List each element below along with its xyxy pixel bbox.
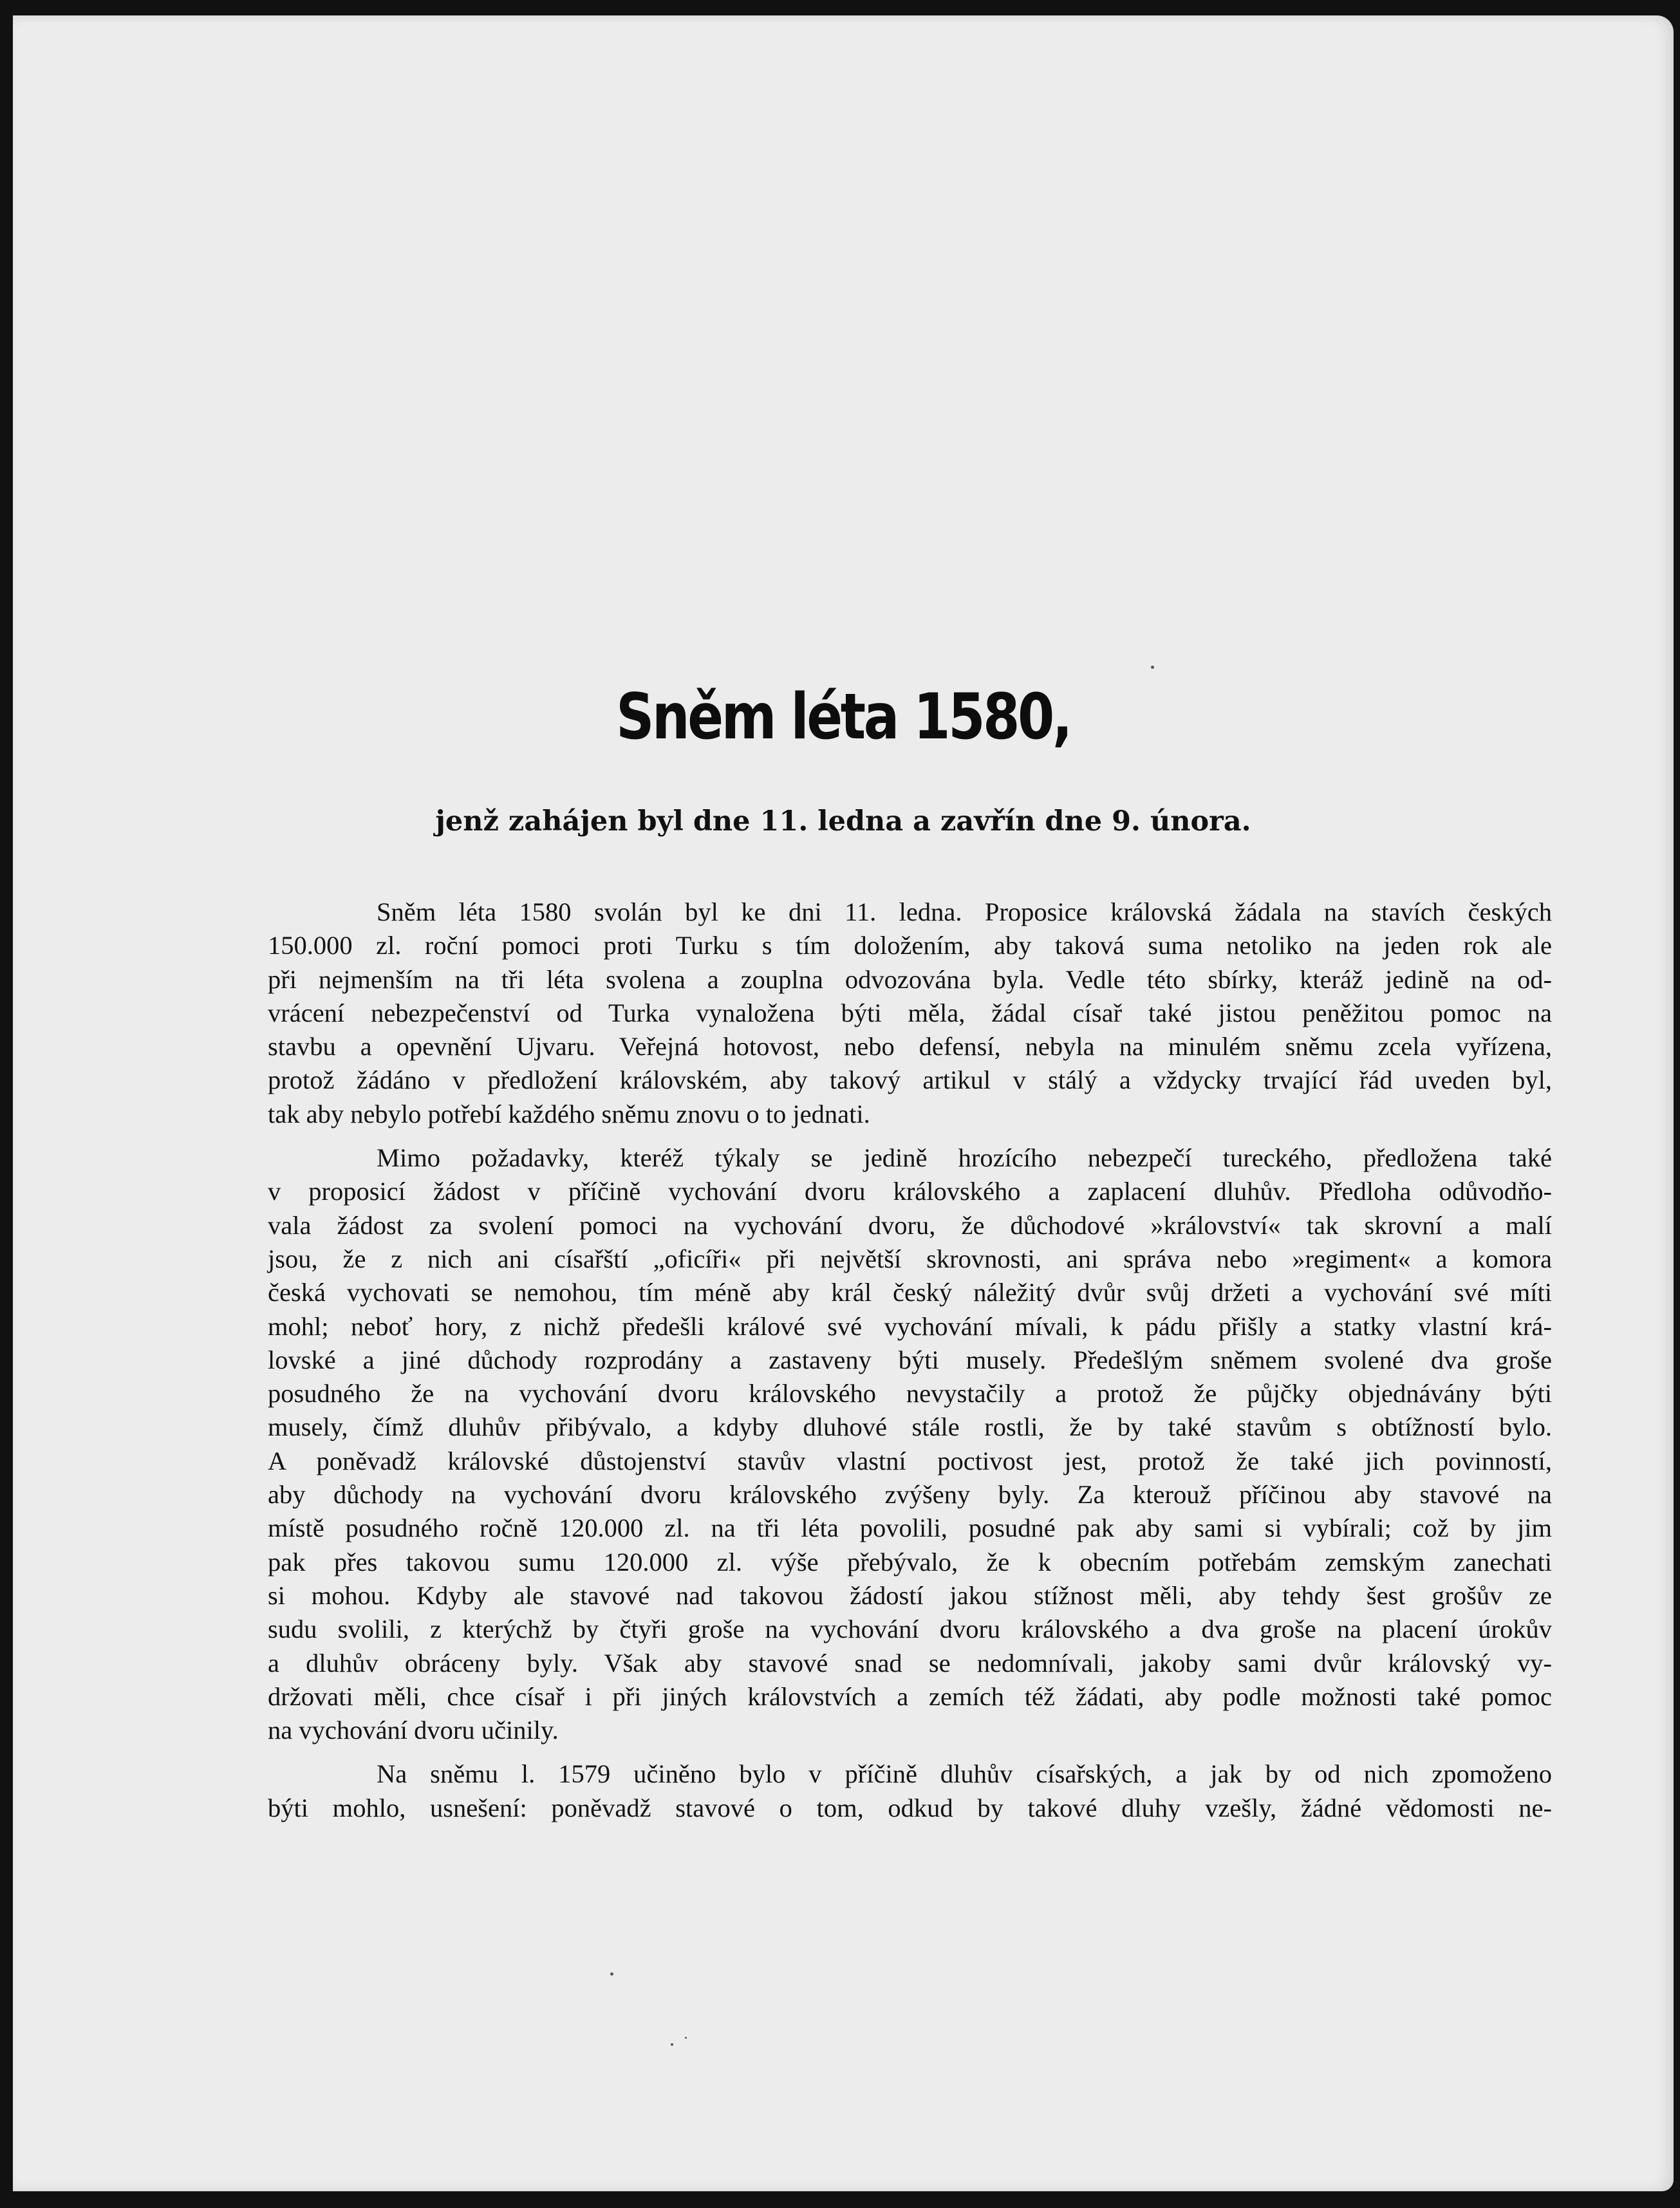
text-line: místě posudného ročně 120.000 zl. na tři léta povolili, posudné pak aby sami si vybírali; což by jim [268, 1513, 1552, 1543]
scan-speck [671, 2043, 673, 2046]
paragraph-1 [268, 895, 1552, 1131]
text-line: musely, čímž dluhův přibývalo, a kdyby dluhové stále rostli, že by také stavům s obtížností bylo. [268, 1412, 1552, 1442]
page-title: Sněm léta 1580, [616, 680, 1070, 754]
text-line: lovské a jiné důchody rozprodány a zastaveny býti musely. Předešlým sněmem svolené dva groše [268, 1345, 1552, 1374]
text-line: protož žádáno v předložení královském, aby takový artikul v stálý a vždycky trvající řád uveden byl, [268, 1065, 1552, 1095]
text-line: mohl; neboť hory, z nichž předešli králové své vychování mívali, k pádu přišly a statky vlastní krá- [268, 1311, 1552, 1341]
text-line: vala žádost za svolení pomoci na vychování dvoru, že důchodové »království« tak skrovní a malí [268, 1210, 1552, 1240]
paragraph-2 [268, 1141, 1552, 1747]
text-line: stavbu a opevnění Ujvaru. Veřejná hotovost, nebo defensí, nebyla na minulém sněmu zcela vyřízena, [268, 1032, 1552, 1062]
text-line: 150.000 zl. roční pomoci proti Turku s tím doložením, aby taková suma netoliko na jeden rok ale [268, 931, 1552, 960]
page-subtitle: jenž zahájen byl dne 11. ledna a zavřín dne 9. února. [435, 805, 1251, 837]
text-line: A poněvadž královské důstojenství stavův vlastní poctivost jest, protož že také jich povinností, [268, 1446, 1552, 1475]
text-line: a dluhův obráceny byly. Však aby stavové snad se nedomnívali, jakoby sami dvůr královský vy- [268, 1648, 1552, 1678]
text-line: si mohou. Kdyby ale stavové nad takovou žádostí jakou stížnost měli, aby tehdy šest grošův ze [268, 1580, 1552, 1610]
text-line: při nejmenším na tři léta svolena a zouplna odvozována byla. Vedle této sbírky, kteráž jedině na od- [268, 964, 1552, 994]
text-line: vrácení nebezpečenství od Turka vynaložena býti měla, žádal císař také jistou peněžitou pomoc na [268, 998, 1552, 1027]
paragraph-3 [268, 1757, 1552, 1825]
text-line: v proposicí žádost v příčině vychování dvoru královského a zaplacení dluhův. Předloha odůvodňo- [268, 1177, 1552, 1206]
scan-speck [685, 2037, 687, 2039]
text-line: pak přes takovou sumu 120.000 zl. výše přebývalo, že k obecním potřebám zemským zanechati [268, 1547, 1552, 1576]
text-line: býti mohlo, usnešení: poněvadž stavové o tom, odkud by takové dluhy vzešly, žádné vědomosti ne- [268, 1793, 1552, 1822]
text-line: Mimo požadavky, kteréž týkaly se jedině hrozícího nebezpečí tureckého, předložena také [377, 1143, 1552, 1173]
text-line: Na sněmu l. 1579 učiněno bylo v příčině dluhův císařských, a jak by od nich zpomoženo [377, 1759, 1552, 1789]
text-line: na vychování dvoru učinily. [268, 1716, 559, 1745]
scan-speck [610, 1972, 613, 1976]
text-line: posudného že na vychování dvoru královského nevystačily a protož že půjčky objednávány býti [268, 1379, 1552, 1408]
text-line: česká vychovati se nemohou, tím méně aby král český náležitý dvůr svůj držeti a vychování své míti [268, 1278, 1552, 1307]
scan-speck [1151, 666, 1154, 669]
text-line: sudu svolili, z kterýchž by čtyři groše na vychování dvoru královského a dva groše na placení úrokův [268, 1614, 1552, 1644]
text-line: aby důchody na vychování dvoru královského zvýšeny byly. Za kterouž příčinou aby stavové na [268, 1480, 1552, 1510]
text-line: jsou, že z nich ani císařští „oficíři« při největší skrovnosti, ani správa nebo »regiment« a komora [268, 1244, 1552, 1273]
text-line: tak aby nebylo potřebí každého sněmu znovu o to jednati. [268, 1099, 870, 1128]
document-page [13, 15, 1674, 2191]
text-line: Sněm léta 1580 svolán byl ke dni 11. ledna. Proposice královská žádala na stavích českých [377, 897, 1552, 926]
text-line: držovati měli, chce císař i při jiných královstvích a zemích též žádati, aby podle možnosti také pomoc [268, 1681, 1552, 1711]
body-text [268, 895, 1552, 1835]
